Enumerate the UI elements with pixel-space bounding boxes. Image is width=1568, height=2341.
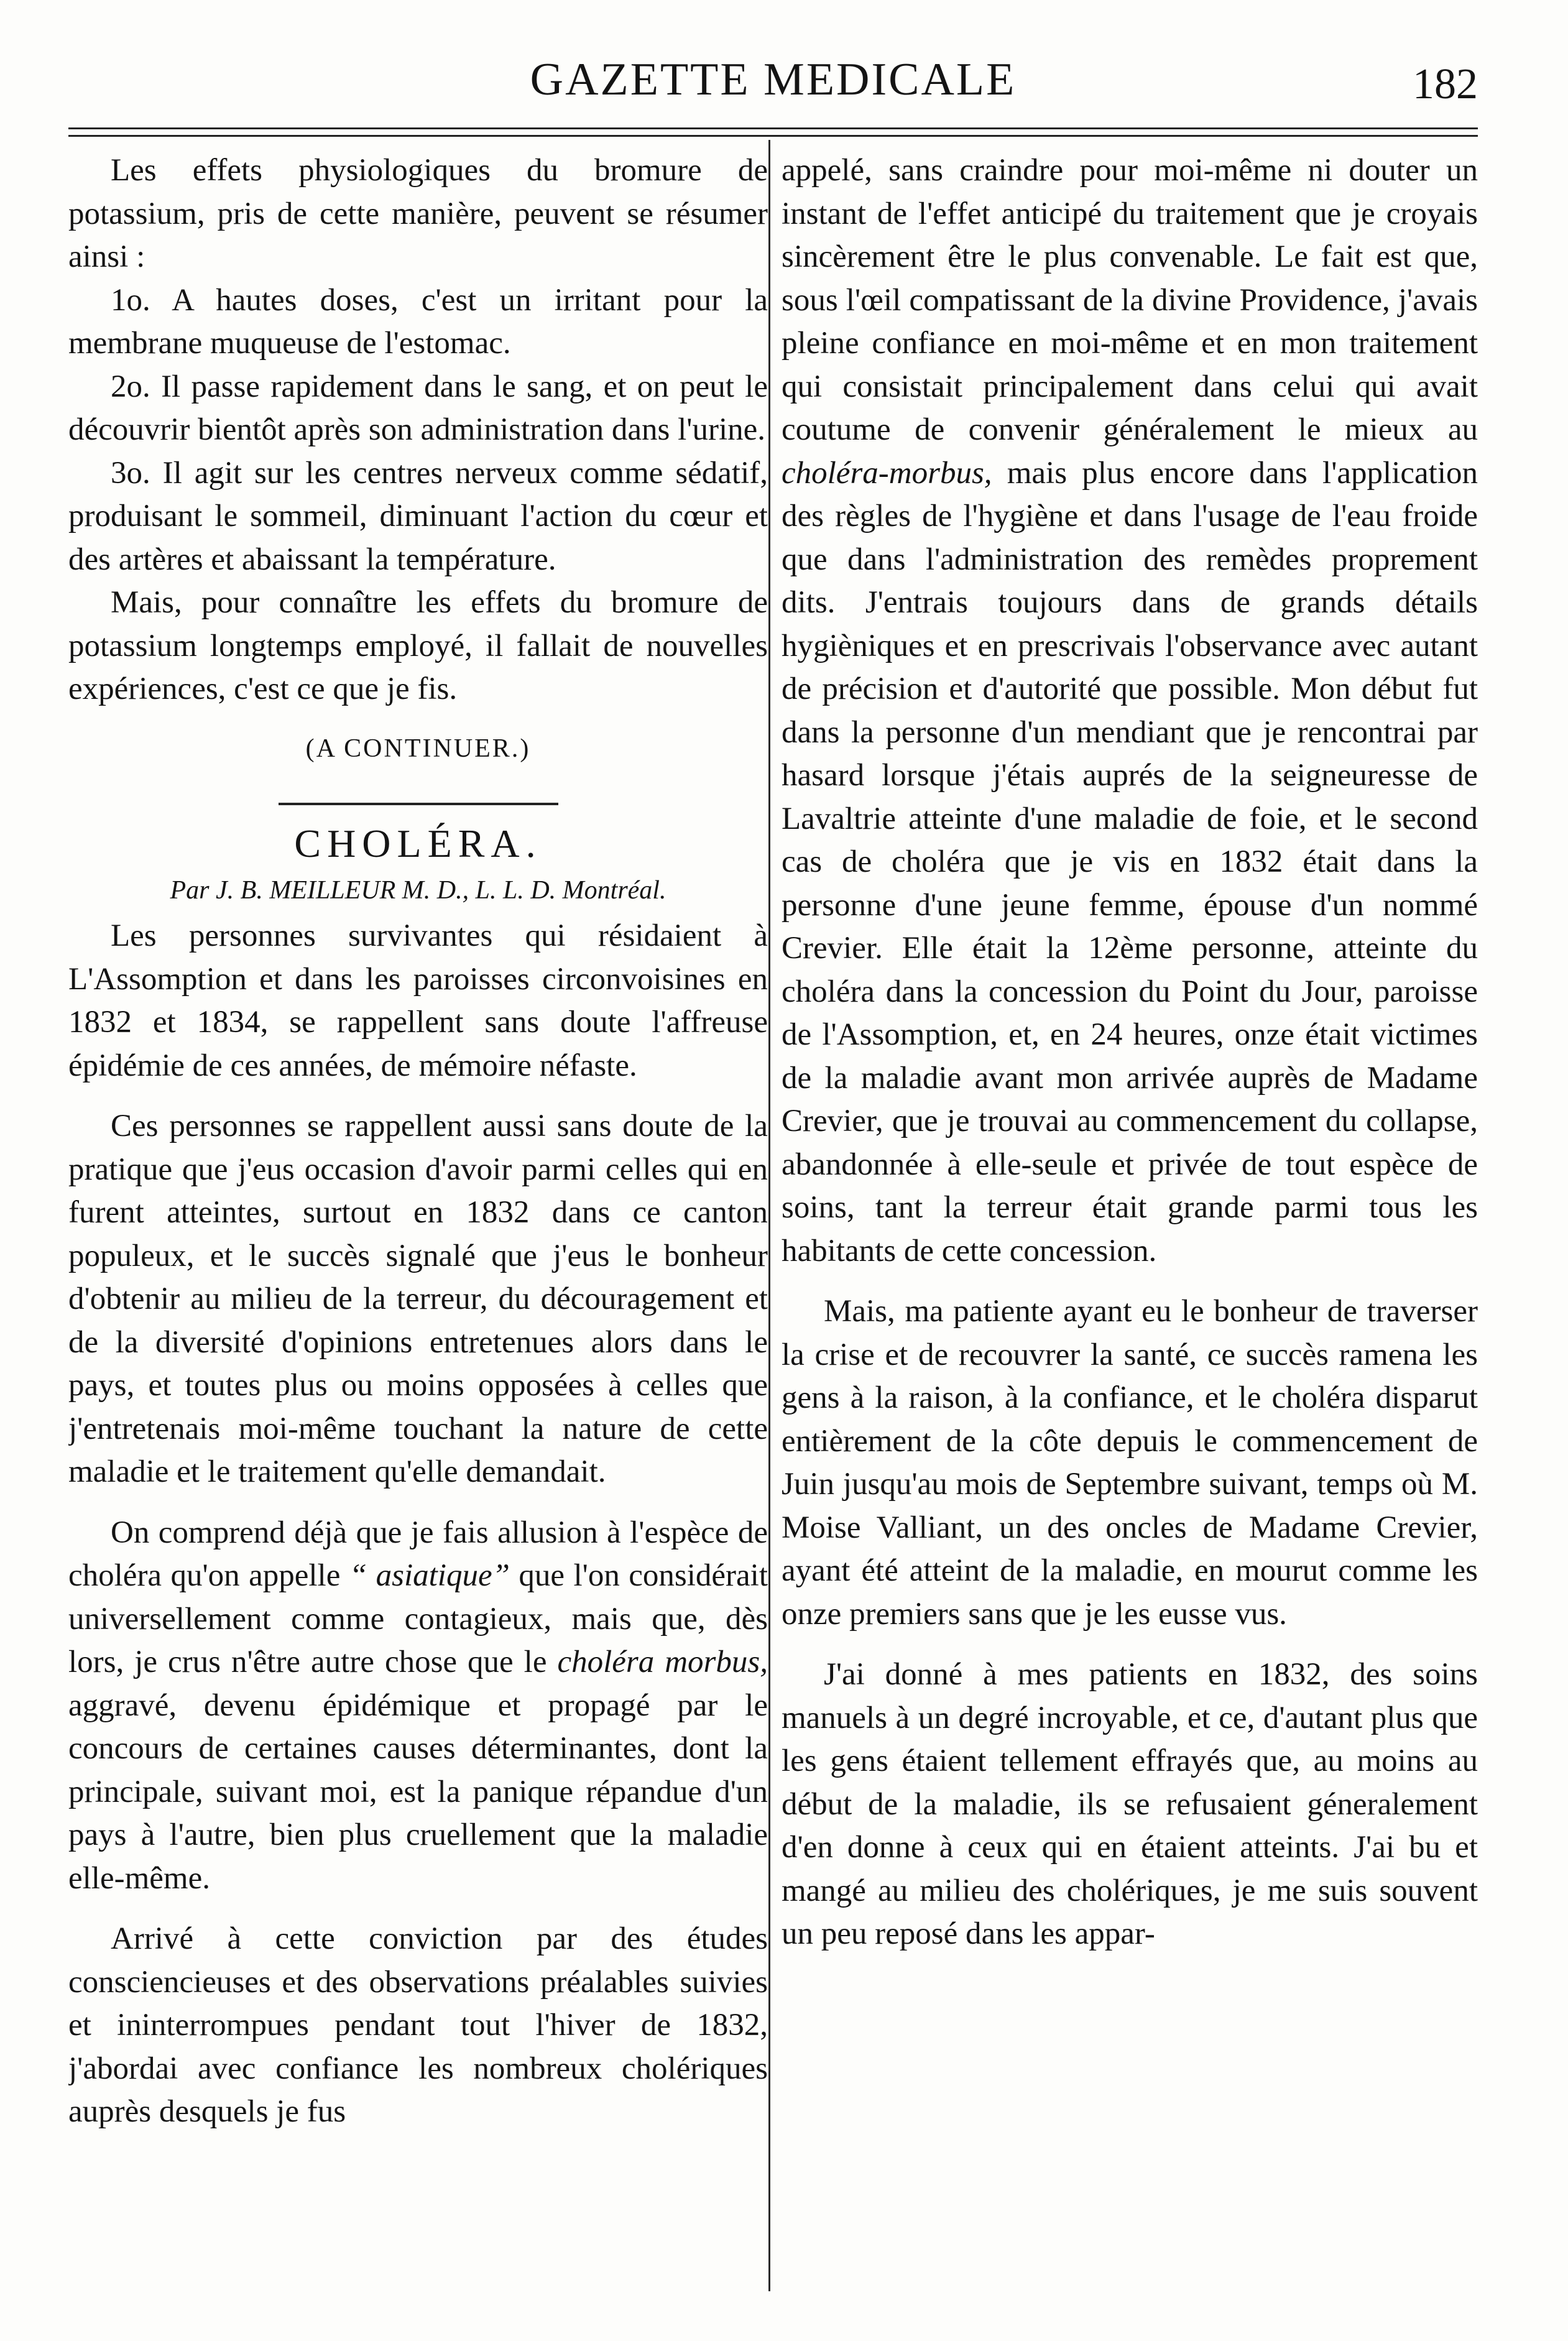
text-run: mais plus encore dans l'application des règles de l'hygiène et dans l'usage de l'eau froide que dans l'administration des remèdes proprement dits. J'entrais toujours dans de grands détails hygièniques et en prescrivais l'observance avec autant de précision et d'autorité que possible. Mon début fut dans la personne d'un mendiant que je rencontrai par hasard lorsque j'étais auprés de la seigneuresse de Lavaltrie atteinte d'une maladie de foie, et le second cas de choléra que je vis en 1832 était dans la personne d'une jeune femme, épouse d'un nommé Crevier. Elle était la 12ème personne, atteinte du choléra dans la concession du Point du Jour, paroisse de l'Assomption, et, en 24 heures, onze était victimes de la maladie avant mon arrivée auprès de Madame Crevier, que je trouvai au commencement du collapse, abandonnée à elle-seule et privée de tout espèce de soins, tant la terreur était grande parmi tous les habitants de cette concession. bbox=[782, 455, 1478, 1268]
page-number: 182 bbox=[1413, 60, 1478, 108]
italic-term: “ asiatique” bbox=[349, 1558, 510, 1593]
list-item-1: 1o. A hautes doses, c'est un irritant pour la membrane muqueuse de l'estomac. bbox=[68, 282, 768, 361]
text-run: On comprend déjà que je fais allusion à l'espèce de choléra qu'on appelle bbox=[68, 1515, 768, 1593]
section-rule bbox=[279, 803, 558, 805]
article-paragraph: J'ai donné à mes patients en 1832, des soins manuels à un degré incroyable, et ce, d'autant plus que les gens étaient tellement effrayés que, au moins au début de la maladie, ils se refusaient géneralement d'en donne à ceux qui en étaient atteints. J'ai bu et mangé au milieu des cholériques, je me suis souvent un peu reposé dans les appar- bbox=[782, 1657, 1478, 1951]
continue-note: (A CONTINUER.) bbox=[305, 734, 531, 763]
article-paragraph-continued bbox=[782, 149, 1478, 1273]
article-paragraph: Arrivé à cette conviction par des études consciencieuses et des observations préalables suivies et ininterrompues pendant tout l'hiver de 1832, j'abordai avec confiance les nombreux cholériques auprès desquels je fus bbox=[68, 1921, 768, 2129]
left-column bbox=[68, 149, 768, 2294]
paragraph-intro: Les effets physiologiques du bromure de potassium, pris de cette manière, peuvent se résumer ainsi : bbox=[68, 153, 768, 274]
article-paragraph-asiatique bbox=[68, 1512, 768, 1901]
text-run: appelé, sans craindre pour moi-même ni douter un instant de l'effet anticipé du traitement que je croyais sincèrement être le plus convenable. Le fait est que, sous l'œil compatissant de la divine Providence, j'avais pleine confiance en moi-même et en mon traitement qui consistait principalement dans celui qui avait coutume de convenir généralement le mieux au bbox=[782, 153, 1478, 447]
running-title: GAZETTE MEDICALE bbox=[530, 54, 1017, 105]
article-paragraph: Ces personnes se rappellent aussi sans doute de la pratique que j'eus occasion d'avoir parmi celles qui en furent atteintes, surtout en 1832 dans ce canton populeux, et le succès signalé que j'eus le bonheur d'obtenir au milieu de la terreur, du découragement et de la diversité d'opinions entretenues alors dans le pays, et toutes plus ou moins opposées à celles que j'entretenais moi-même touchant la nature de cette maladie et le traitement qu'elle demandait. bbox=[68, 1109, 768, 1489]
text-run: aggravé, devenu épidémique et propagé par le concours de certaines causes déterminantes, dont la principale, suivant moi, est la panique répandue d'un pays à l'autre, bien plus cruellement que la maladie elle-même. bbox=[68, 1688, 768, 1896]
article-title: CHOLÉRA. bbox=[294, 821, 542, 866]
list-item-3: 3o. Il agit sur les centres nerveux comme sédatif, produisant le sommeil, diminuant l'action du cœur et des artères et abaissant la température. bbox=[68, 455, 768, 577]
page-header bbox=[68, 48, 1478, 123]
italic-term: choléra-morbus, bbox=[782, 455, 992, 491]
right-column bbox=[782, 149, 1478, 2294]
article-byline: Par J. B. MEILLEUR M. D., L. L. D. Montréal. bbox=[170, 876, 666, 905]
article-paragraph: Les personnes survivantes qui résidaient à L'Assomption et dans les paroisses circonvoisines en 1832 et 1834, se rappellent sans doute l'affreuse épidémie de ces années, de mémoire néfaste. bbox=[68, 918, 768, 1083]
article-paragraph: Mais, ma patiente ayant eu le bonheur de traverser la crise et de recouvrer la santé, ce succès ramena les gens à la raison, à la confiance, et le choléra disparut entièrement de la côte depuis le commencement de Juin jusqu'au mois de Septembre suivant, temps où M. Moise Valliant, un des oncles de Madame Crevier, ayant été atteint de la maladie, en mourut comme les onze premiers sans que je les eusse vus. bbox=[782, 1294, 1478, 1632]
list-item-2: 2o. Il passe rapidement dans le sang, et on peut le découvrir bientôt après son administration dans l'urine. bbox=[68, 369, 768, 447]
header-double-rule bbox=[68, 127, 1478, 137]
paragraph-conclusion: Mais, pour connaître les effets du bromure de potassium longtemps employé, il fallait de nouvelles expériences, c'est ce que je fis. bbox=[68, 585, 768, 706]
italic-term: choléra morbus, bbox=[557, 1645, 768, 1679]
column-divider bbox=[768, 140, 770, 2291]
text-run: que l'on considérait universellement comme contagieux, mais que, dès lors, je crus n'être autre chose que le bbox=[68, 1558, 768, 1679]
